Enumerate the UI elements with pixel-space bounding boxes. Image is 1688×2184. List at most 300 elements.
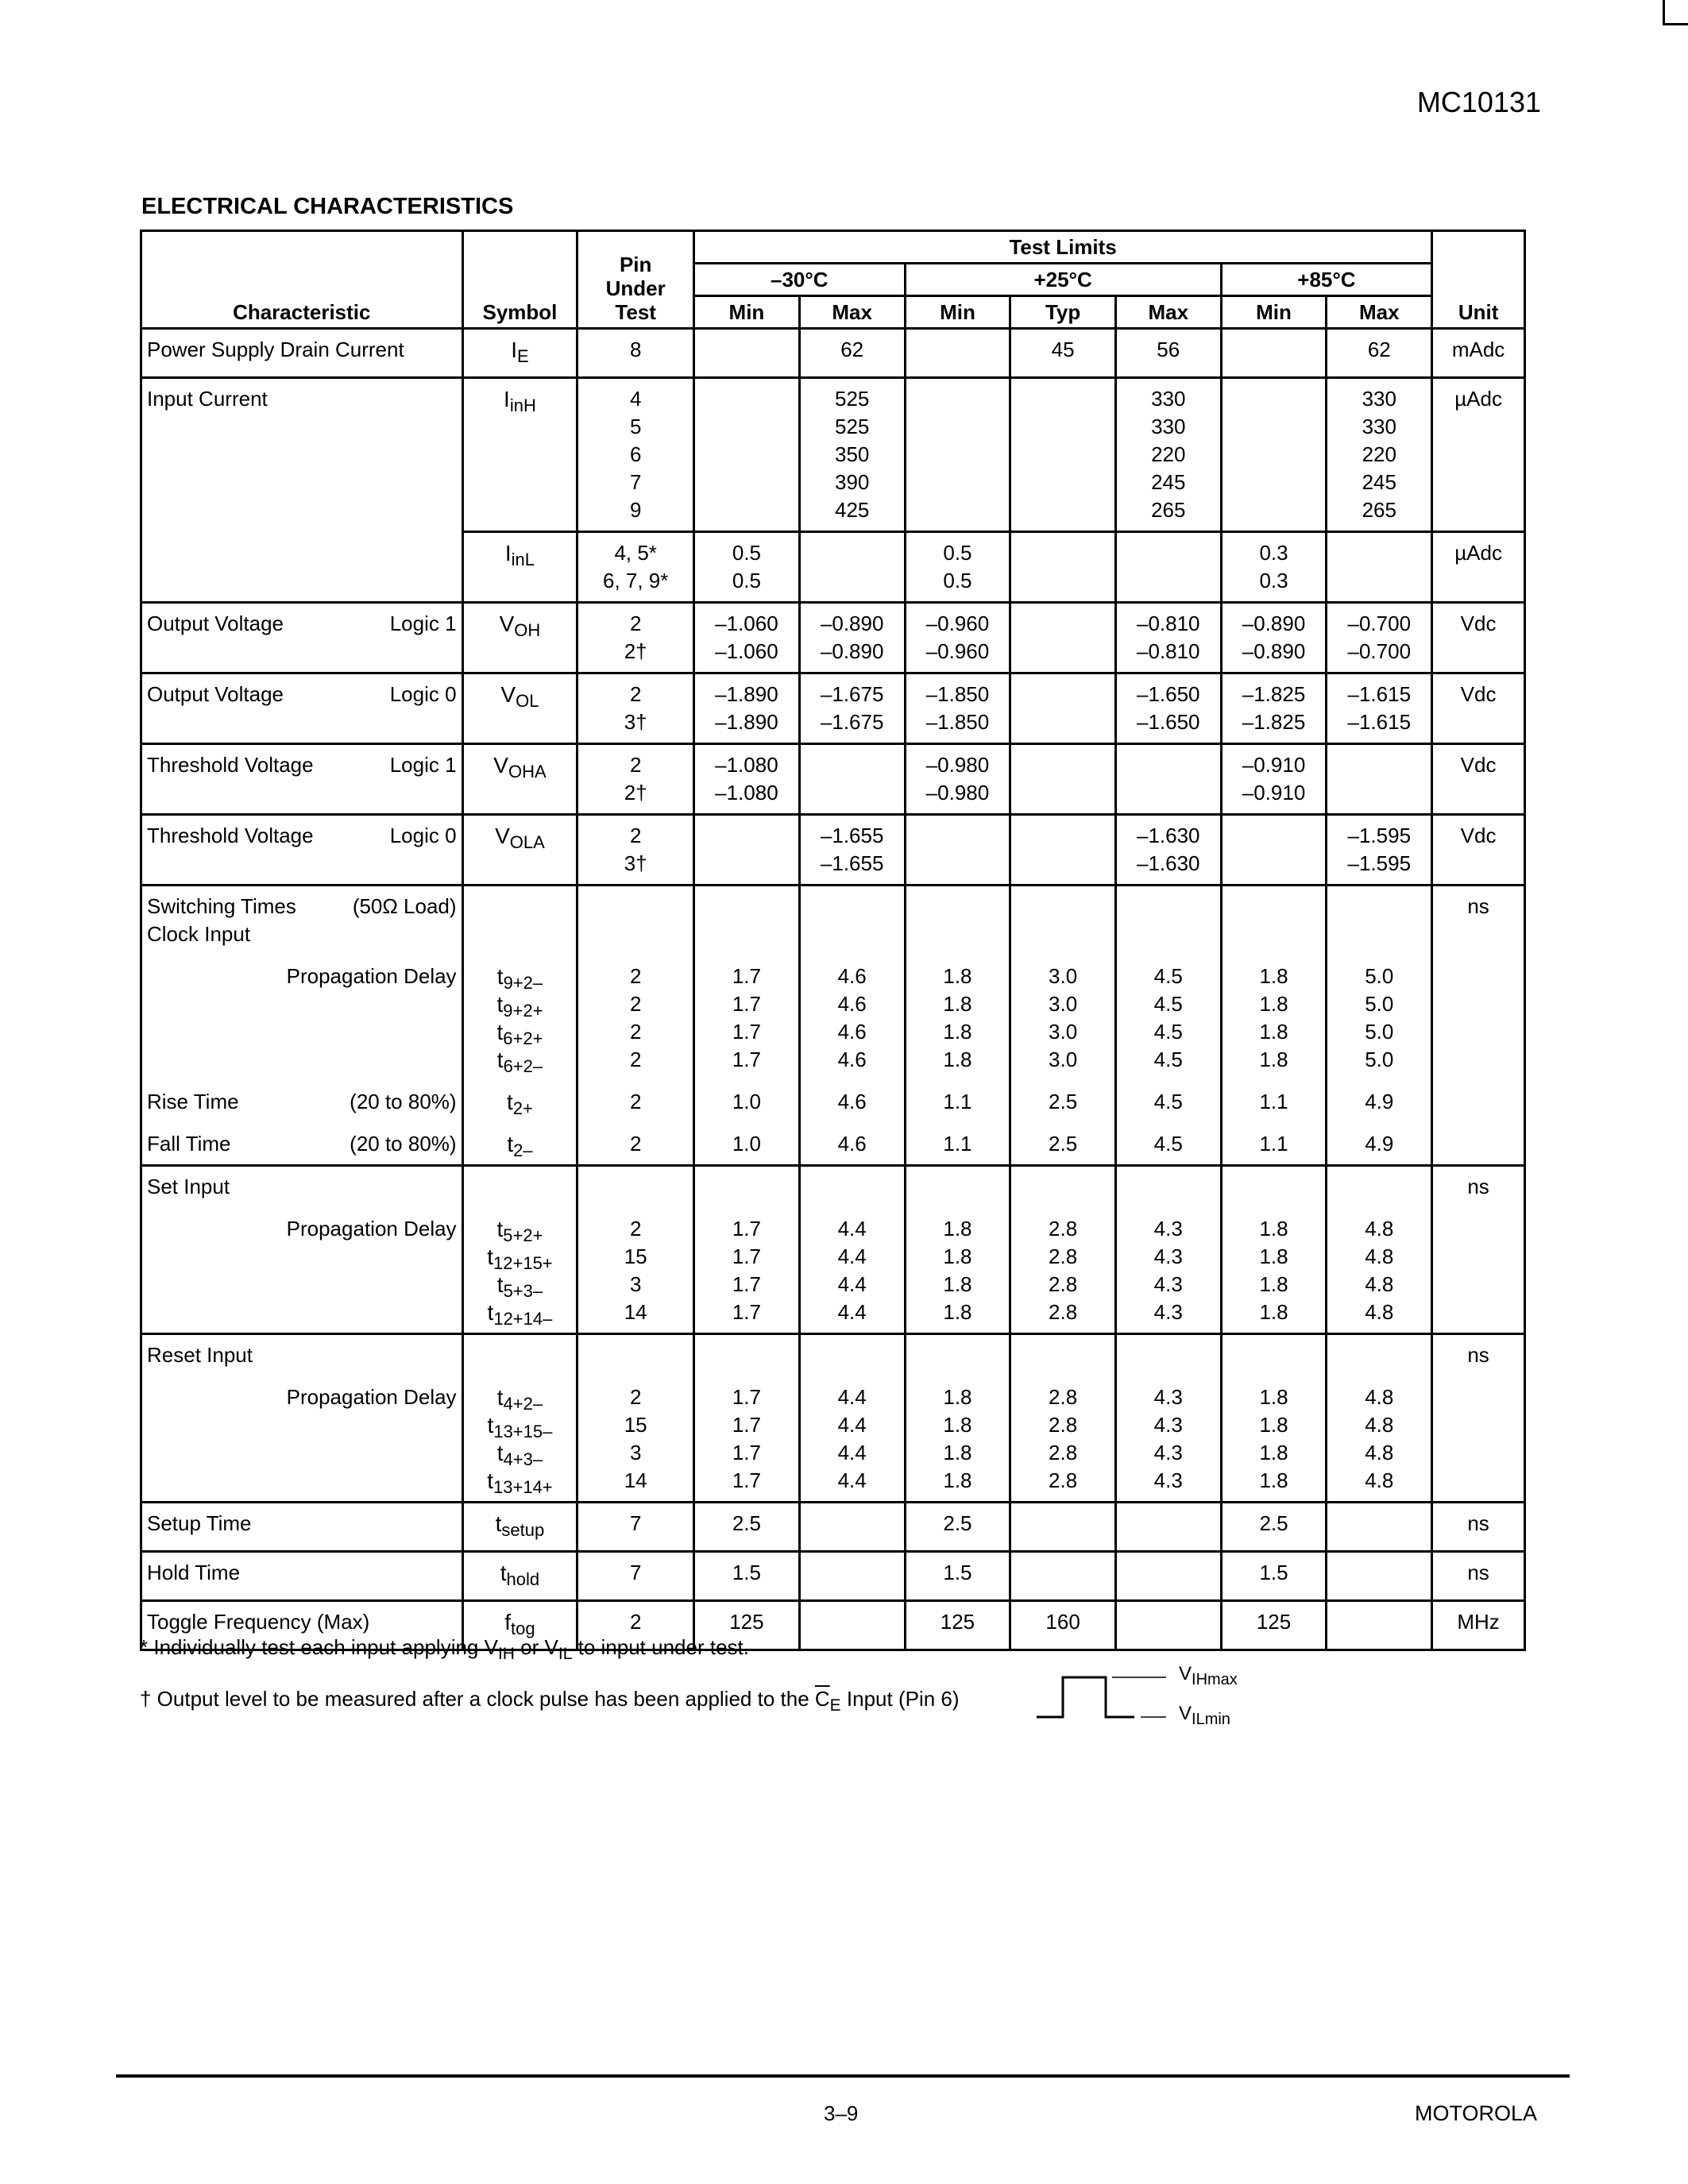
value-cell — [694, 603, 800, 673]
value-cell — [1010, 1334, 1116, 1503]
symbol-cell: $t_{hold}$ — [462, 1552, 577, 1601]
cell-line: 15 — [624, 1244, 647, 1268]
cell-line: –1.655 — [820, 824, 884, 847]
value-cell — [694, 815, 800, 886]
cell-line: 14 — [624, 1468, 647, 1492]
symbol-line: $t_{5+3-}$ — [496, 1272, 543, 1301]
cell-line: 1.8 — [943, 1300, 972, 1324]
cell-line: 4.4 — [837, 1468, 867, 1492]
value-cell — [1327, 1503, 1432, 1552]
cell-line: 2.8 — [1049, 1217, 1078, 1241]
value-cell — [694, 673, 800, 744]
value-cell — [1221, 886, 1327, 1166]
cell-line: –1.615 — [1347, 682, 1412, 706]
cell-line: 1.7 — [732, 1468, 761, 1492]
cell-line: 1.8 — [943, 964, 972, 988]
cell-line: 2† — [624, 781, 647, 805]
cell-line: 425 — [834, 498, 870, 522]
cell-line: 1.7 — [732, 1272, 761, 1296]
cell-line: –1.650 — [1136, 682, 1200, 706]
cell-line: 265 — [1151, 498, 1186, 522]
col-characteristic: Characteristic — [141, 231, 463, 329]
value-cell — [1115, 886, 1221, 1166]
value-cell — [694, 378, 800, 532]
cell-line: 1.7 — [732, 1217, 761, 1241]
cell-line: 1.8 — [1259, 992, 1288, 1016]
pin-cell: 8 — [577, 329, 694, 378]
cell-line: –0.910 — [1242, 753, 1306, 777]
value-cell: 2.5 — [694, 1503, 800, 1552]
value-cell — [1010, 744, 1116, 815]
cell-line: 2 — [629, 1020, 642, 1044]
cell-line: 330 — [1151, 415, 1186, 438]
cell-line: 4.6 — [837, 1090, 867, 1113]
value-cell: 2.5 — [1221, 1503, 1327, 1552]
row-setup-time — [141, 1503, 1525, 1552]
col-p25-min: Min — [905, 296, 1010, 329]
cell-line: 2 — [629, 682, 642, 706]
cell-line: 4.3 — [1153, 1385, 1183, 1409]
symbol-cell — [462, 1334, 577, 1503]
value-cell — [1221, 603, 1327, 673]
cell-line: 4.4 — [837, 1217, 867, 1241]
row-iinh — [141, 378, 1525, 532]
col-temp-minus30: –30°C — [694, 264, 906, 296]
cell-line: –0.890 — [820, 639, 884, 663]
value-cell — [1327, 1601, 1432, 1650]
cell-line: 220 — [1362, 442, 1396, 466]
value-cell — [1010, 1166, 1116, 1334]
cell-line: 3.0 — [1049, 1048, 1078, 1071]
value-cell — [799, 532, 905, 603]
cell-line: 2 — [629, 1385, 642, 1409]
cell-line: 330 — [1362, 387, 1396, 411]
value-cell — [1221, 673, 1327, 744]
value-cell — [1010, 532, 1116, 603]
cell-line: 1.1 — [1259, 1132, 1288, 1156]
symbol-line: $t_{9+2-}$ — [496, 964, 543, 993]
cell-line: 1.7 — [732, 1413, 761, 1437]
value-cell — [694, 532, 800, 603]
value-cell — [1115, 815, 1221, 886]
symbol-line: $t_{12+14-}$ — [487, 1300, 553, 1329]
unit-cell: Vdc — [1432, 673, 1525, 744]
pulse-line — [1037, 1677, 1134, 1717]
vihmax-label: $V_{IHmax}$ — [1179, 1663, 1238, 1688]
symbol-line: $t_{6+2-}$ — [496, 1048, 543, 1076]
cell-line: –0.910 — [1242, 781, 1306, 805]
symbol-cell: $V_{OHA}$ — [462, 744, 577, 815]
cell-line: 2 — [629, 1217, 642, 1241]
cell-line: –0.980 — [925, 781, 990, 805]
pin-cell: 7 — [577, 1503, 694, 1552]
cell-line: 4.6 — [837, 1132, 867, 1156]
symbol-line: $t_{12+15+}$ — [487, 1244, 553, 1273]
cell-line: 5.0 — [1365, 992, 1394, 1016]
row-voha — [141, 744, 1525, 815]
value-cell — [1115, 378, 1221, 532]
cell-line: 2.5 — [1049, 1132, 1078, 1156]
cell-line: 1.1 — [943, 1090, 972, 1113]
cell-line: 1.8 — [1259, 964, 1288, 988]
pin-cell — [577, 378, 694, 532]
cell-line: 1.7 — [732, 1441, 761, 1464]
col-pin-under-test: Pin Under Test — [577, 231, 694, 329]
value-cell: 56 — [1115, 329, 1221, 378]
cell-line: 4.3 — [1153, 1300, 1183, 1324]
value-cell — [799, 1334, 905, 1503]
char-cell: Setup Time — [141, 1503, 463, 1552]
cell-line: 5 — [629, 415, 642, 438]
symbol-cell: $t_{9+2-}$ $t_{9+2+}$ $t_{6+2+}$ $t_{6+2-}$ $t_{2+}$ $t_{2-}$ — [462, 886, 577, 1166]
row-set-input — [141, 1166, 1525, 1334]
value-cell — [799, 886, 905, 1166]
footnote-asterisk: * Individually test each input applying $V_{IH}$ or $V_{IL}$ to input under test. — [140, 1635, 749, 1663]
cell-line: 1.0 — [732, 1090, 761, 1113]
value-cell: 1.5 — [905, 1552, 1010, 1601]
value-cell: 1.5 — [1221, 1552, 1327, 1601]
cell-line: 4.8 — [1365, 1385, 1394, 1409]
cell-line: 4.5 — [1153, 1090, 1183, 1113]
electrical-characteristics-table — [140, 230, 1526, 1651]
value-cell: 125 — [1221, 1601, 1327, 1650]
cell-line: 2.8 — [1049, 1468, 1078, 1492]
cell-line: 1.8 — [943, 1385, 972, 1409]
cell-line: 2 — [629, 612, 642, 635]
cell-line: 4.8 — [1365, 1468, 1394, 1492]
cell-line: 1.8 — [943, 992, 972, 1016]
value-cell — [799, 1166, 905, 1334]
cell-line: –1.080 — [715, 753, 778, 777]
pin-cell — [577, 886, 694, 1166]
value-cell — [1327, 603, 1432, 673]
pin-cell — [577, 815, 694, 886]
value-cell — [905, 329, 1010, 378]
value-cell — [1221, 329, 1327, 378]
col-p85-max: Max — [1327, 296, 1432, 329]
cell-line: 4.8 — [1365, 1244, 1394, 1268]
cell-line: 4.8 — [1365, 1441, 1394, 1464]
value-cell: 125 — [905, 1601, 1010, 1650]
value-cell — [1115, 744, 1221, 815]
cell-line: 4.5 — [1153, 1132, 1183, 1156]
char-cell: Power Supply Drain Current — [141, 329, 463, 378]
cell-line: 4.5 — [1153, 992, 1183, 1016]
cell-line: 4 — [629, 387, 642, 411]
symbol-cell: $V_{OLA}$ — [462, 815, 577, 886]
cell-line: 1.7 — [732, 992, 761, 1016]
cell-line: 525 — [834, 387, 870, 411]
cell-line: –0.890 — [1242, 639, 1306, 663]
cell-line: 0.5 — [732, 569, 761, 592]
value-cell — [799, 1552, 905, 1601]
value-cell — [1115, 1166, 1221, 1334]
cell-line: 0.3 — [1259, 541, 1288, 565]
cell-line: –0.810 — [1136, 612, 1200, 635]
char-cell: Output Voltage Logic 1 — [141, 603, 463, 673]
cell-line: 14 — [624, 1300, 647, 1324]
value-cell — [905, 815, 1010, 886]
cell-line: 1.7 — [732, 1048, 761, 1071]
value-cell — [694, 1334, 800, 1503]
symbol-cell: $I_{inL}$ — [462, 532, 577, 603]
cell-line: –1.675 — [820, 710, 884, 734]
value-cell — [1221, 378, 1327, 532]
cell-line: 4.8 — [1365, 1217, 1394, 1241]
cell-line: 1.1 — [1259, 1090, 1288, 1113]
unit-cell: ns — [1432, 1166, 1525, 1334]
cell-line: 0.5 — [943, 541, 972, 565]
col-p25-typ: Typ — [1010, 296, 1116, 329]
value-cell — [1327, 1166, 1432, 1334]
value-cell — [1115, 1552, 1221, 1601]
cell-line: 4.6 — [837, 964, 867, 988]
cell-line: 2.8 — [1049, 1413, 1078, 1437]
cell-line: 1.8 — [1259, 1244, 1288, 1268]
cell-line: 1.1 — [943, 1132, 972, 1156]
char-cell: Threshold Voltage Logic 1 — [141, 744, 463, 815]
char-cell: Set Input Propagation Delay — [141, 1166, 463, 1334]
cell-line: –1.890 — [715, 710, 778, 734]
unit-cell: ns — [1432, 1503, 1525, 1552]
cell-line: 2.8 — [1049, 1441, 1078, 1464]
symbol-cell — [462, 1166, 577, 1334]
cell-line: 5.0 — [1365, 964, 1394, 988]
footer-rule — [116, 2074, 1570, 2078]
cell-line: 4.8 — [1365, 1272, 1394, 1296]
cell-line: 245 — [1151, 470, 1186, 494]
cell-line: 4.3 — [1153, 1272, 1183, 1296]
value-cell — [1010, 673, 1116, 744]
char-cell: Toggle Frequency (Max) — [141, 1601, 463, 1650]
cell-line: 7 — [629, 470, 642, 494]
symbol-cell: $f_{tog}$ — [462, 1601, 577, 1650]
char-cell: Threshold Voltage Logic 0 — [141, 815, 463, 886]
unit-cell: Vdc — [1432, 744, 1525, 815]
cell-line: 4.4 — [837, 1244, 867, 1268]
col-symbol: Symbol — [462, 231, 577, 329]
unit-cell: MHz — [1432, 1601, 1525, 1650]
cell-line: –1.080 — [715, 781, 778, 805]
cell-line: –0.980 — [925, 753, 990, 777]
cell-line: –1.650 — [1136, 710, 1200, 734]
value-cell — [799, 744, 905, 815]
unit-cell: Vdc — [1432, 603, 1525, 673]
col-m30-min: Min — [694, 296, 800, 329]
cell-line: 4.6 — [837, 992, 867, 1016]
brand-name: MOTOROLA — [1414, 2101, 1537, 2125]
cell-line: 1.7 — [732, 1244, 761, 1268]
value-cell — [1221, 1166, 1327, 1334]
value-cell — [1010, 603, 1116, 673]
cell-line: 4.4 — [837, 1385, 867, 1409]
cell-line: –0.700 — [1347, 612, 1412, 635]
char-cell: Switching Times (50Ω Load) Clock Input Propagation Delay Rise Time (20 to 80%) Fall Time (20 to 80%) — [141, 886, 463, 1166]
cell-line: 2 — [629, 964, 642, 988]
value-cell — [905, 532, 1010, 603]
cell-line: 2 — [629, 753, 642, 777]
value-cell — [1221, 744, 1327, 815]
cell-line: 4.9 — [1365, 1090, 1394, 1113]
value-cell — [1327, 815, 1432, 886]
value-cell: 160 — [1010, 1601, 1116, 1650]
unit-cell: ns — [1432, 1334, 1525, 1503]
cell-line: 1.8 — [943, 1468, 972, 1492]
cell-line: 4.3 — [1153, 1468, 1183, 1492]
value-cell — [1221, 1334, 1327, 1503]
cell-line: –1.595 — [1347, 851, 1412, 875]
col-temp-plus25: +25°C — [905, 264, 1221, 296]
cell-line: 4.5 — [1153, 964, 1183, 988]
cell-line: 1.7 — [732, 1385, 761, 1409]
value-cell — [905, 378, 1010, 532]
header-row-1 — [141, 231, 1525, 264]
char-cell: Reset Input Propagation Delay — [141, 1334, 463, 1503]
section-title: ELECTRICAL CHARACTERISTICS — [141, 194, 514, 219]
col-p25-max: Max — [1115, 296, 1221, 329]
cell-line: 4.9 — [1365, 1132, 1394, 1156]
cell-line: 1.8 — [1259, 1272, 1288, 1296]
value-cell: 62 — [799, 329, 905, 378]
char-cell: Hold Time — [141, 1552, 463, 1601]
cell-line: –0.960 — [925, 612, 990, 635]
cell-line: –1.825 — [1242, 682, 1306, 706]
cell-line: –1.825 — [1242, 710, 1306, 734]
cell-line: –1.850 — [925, 710, 990, 734]
clock-pulse-waveform — [1033, 1661, 1287, 1733]
cell-line: 2.8 — [1049, 1300, 1078, 1324]
symbol-line: $t_{13+15-}$ — [487, 1413, 553, 1441]
cell-line: –1.675 — [820, 682, 884, 706]
symbol-cell: $I_{inH}$ — [462, 378, 577, 532]
cell-line: 1.8 — [1259, 1413, 1288, 1437]
cell-line: 3.0 — [1049, 964, 1078, 988]
value-cell — [1327, 378, 1432, 532]
unit-cell: Vdc — [1432, 815, 1525, 886]
cell-line: 330 — [1362, 415, 1396, 438]
pin-cell — [577, 673, 694, 744]
value-cell: 125 — [694, 1601, 800, 1650]
cell-line: 0.5 — [732, 541, 761, 565]
cell-line: –0.890 — [820, 612, 884, 635]
value-cell — [1115, 673, 1221, 744]
cell-line: 6, 7, 9* — [602, 569, 669, 592]
cell-line: 1.8 — [1259, 1020, 1288, 1044]
value-cell: 62 — [1327, 329, 1432, 378]
value-cell — [1010, 1552, 1116, 1601]
symbol-line: $t_{13+14+}$ — [487, 1468, 553, 1497]
cell-line: –1.655 — [820, 851, 884, 875]
cell-line: 2 — [629, 1090, 642, 1113]
cell-line: 330 — [1151, 387, 1186, 411]
cell-line: 4.3 — [1153, 1244, 1183, 1268]
value-cell: 45 — [1010, 329, 1116, 378]
cell-line: 1.7 — [732, 1300, 761, 1324]
unit-cell: µAdc — [1432, 532, 1525, 603]
cell-line: 4.6 — [837, 1048, 867, 1071]
cell-line: –0.890 — [1242, 612, 1306, 635]
cell-line: 3† — [624, 851, 647, 875]
symbol-line: $t_{6+2+}$ — [496, 1020, 543, 1048]
value-cell — [905, 673, 1010, 744]
symbol-line: $t_{4+3-}$ — [496, 1441, 543, 1469]
col-p85-min: Min — [1221, 296, 1327, 329]
value-cell — [799, 815, 905, 886]
cell-line: 1.8 — [943, 1441, 972, 1464]
value-cell — [799, 378, 905, 532]
cell-line: –1.850 — [925, 682, 990, 706]
value-cell — [1010, 1503, 1116, 1552]
cell-line: 1.8 — [943, 1272, 972, 1296]
pin-cell — [577, 603, 694, 673]
col-temp-plus85: +85°C — [1221, 264, 1432, 296]
cell-line: 350 — [834, 442, 870, 466]
value-cell — [1327, 886, 1432, 1166]
cell-line: 4.5 — [1153, 1048, 1183, 1071]
value-cell — [905, 744, 1010, 815]
pulse-diagram — [1033, 1661, 1287, 1733]
value-cell — [1221, 815, 1327, 886]
symbol-line: $t_{5+2+}$ — [496, 1217, 543, 1245]
value-cell: 1.5 — [694, 1552, 800, 1601]
pin-cell: 2 — [577, 1601, 694, 1650]
value-cell — [1327, 744, 1432, 815]
col-m30-max: Max — [799, 296, 905, 329]
cell-line: 1.8 — [1259, 1468, 1288, 1492]
value-cell — [694, 329, 800, 378]
cell-line: 5.0 — [1365, 1020, 1394, 1044]
value-cell — [799, 1503, 905, 1552]
cell-line: 1.8 — [1259, 1300, 1288, 1324]
cell-line: 1.8 — [943, 1413, 972, 1437]
cell-line: 1.8 — [943, 1217, 972, 1241]
col-test-limits: Test Limits — [694, 231, 1432, 264]
char-cell: Input Current — [141, 378, 463, 603]
value-cell — [905, 603, 1010, 673]
value-cell — [905, 886, 1010, 1166]
footnotes — [140, 1634, 960, 1719]
cell-line: 2.8 — [1049, 1272, 1078, 1296]
cell-line: 220 — [1151, 442, 1186, 466]
row-ie — [141, 329, 1525, 378]
row-hold-time — [141, 1552, 1525, 1601]
cell-line: 4.6 — [837, 1020, 867, 1044]
page-corner-mark — [1663, 0, 1688, 25]
value-cell — [1327, 1334, 1432, 1503]
symbol-cell: $V_{OH}$ — [462, 603, 577, 673]
cell-line: –1.060 — [715, 639, 778, 663]
cell-line: 15 — [624, 1413, 647, 1437]
cell-line: –0.700 — [1347, 639, 1412, 663]
value-cell — [694, 744, 800, 815]
cell-line: 525 — [834, 415, 870, 438]
pin-cell — [577, 744, 694, 815]
cell-line: 6 — [629, 442, 642, 466]
cell-line: –0.810 — [1136, 639, 1200, 663]
value-cell — [1010, 378, 1116, 532]
cell-line: 2 — [629, 992, 642, 1016]
cell-line: 1.8 — [943, 1048, 972, 1071]
value-cell — [1327, 1552, 1432, 1601]
pin-cell — [577, 532, 694, 603]
cell-line: 3 — [629, 1441, 642, 1464]
cell-line: 1.0 — [732, 1132, 761, 1156]
pin-cell — [577, 1334, 694, 1503]
cell-line: 4.3 — [1153, 1441, 1183, 1464]
cell-line: 1.8 — [1259, 1441, 1288, 1464]
footnote-dagger: † Output level to be measured after a clock pulse has been applied to the $\overline{C}_E$ Input (Pin 6) — [140, 1687, 960, 1715]
cell-line: 4.3 — [1153, 1217, 1183, 1241]
